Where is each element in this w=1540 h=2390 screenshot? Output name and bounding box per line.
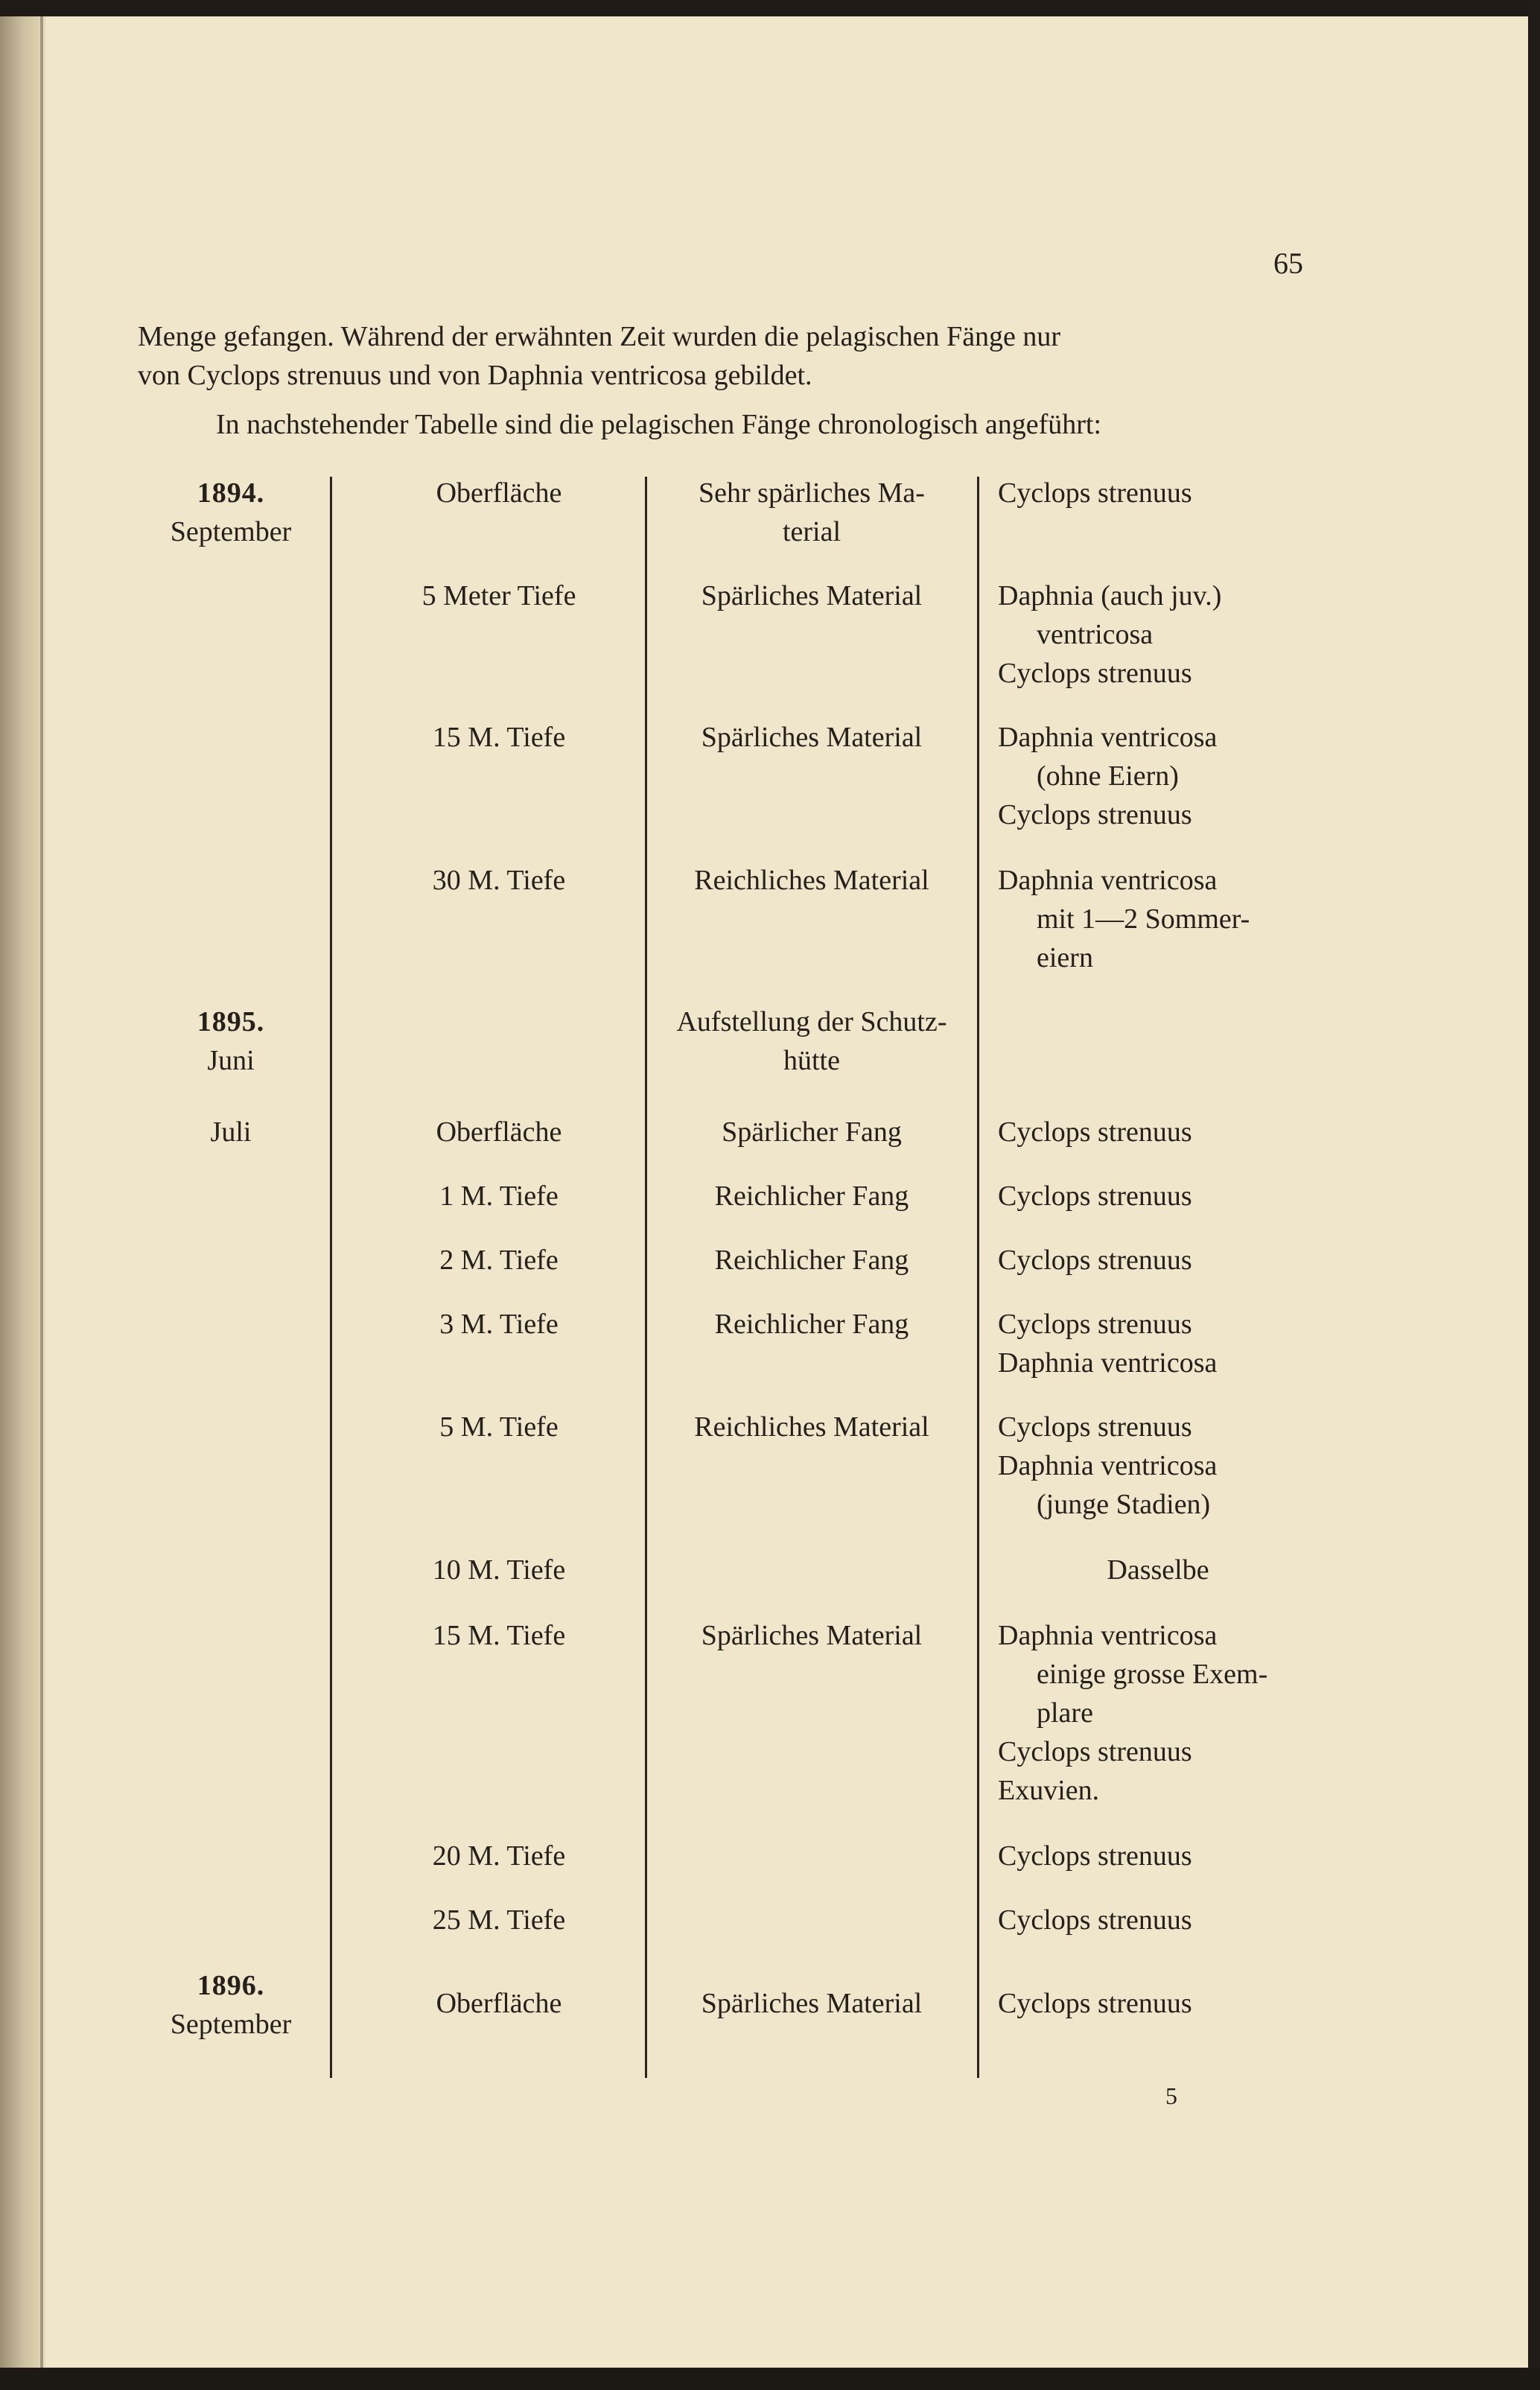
table-cell-material: Aufstellung der Schutz- hütte — [676, 1006, 947, 1076]
table-cell-depth: 2 M. Tiefe — [439, 1245, 559, 1276]
column-rule-1 — [330, 477, 332, 2078]
table-cell-species: Cyclops strenuus — [998, 1116, 1192, 1148]
scan-border-top — [0, 0, 1540, 16]
signature-mark: 5 — [1165, 2082, 1177, 2109]
table-cell-material: Reichlicher Fang — [714, 1245, 909, 1276]
table-cell-date: 1894. September — [170, 477, 292, 547]
intro-line-1: Menge gefangen. Während der erwähnten Zeit wurden die pelagischen Fänge nur — [138, 321, 1061, 352]
table-cell-material: Spärliches Material — [701, 580, 923, 611]
table-cell-material: Reichlicher Fang — [714, 1180, 909, 1212]
column-rule-3 — [977, 477, 979, 2078]
table-cell-material: Reichliches Material — [694, 1411, 929, 1443]
table-cell-depth: 5 M. Tiefe — [439, 1411, 559, 1443]
table-cell-material: Sehr spärliches Ma- terial — [699, 477, 925, 547]
table-cell-species: Cyclops strenuus — [998, 1904, 1192, 1936]
table-cell-depth: 10 M. Tiefe — [432, 1554, 566, 1586]
table-cell-species: Cyclops strenuus — [998, 1988, 1192, 2019]
table-cell-material: Spärliches Material — [701, 1988, 923, 2019]
table-cell-species: Cyclops strenuus — [998, 1840, 1192, 1872]
column-rule-2 — [645, 477, 647, 2078]
page-number: 65 — [1273, 247, 1303, 280]
table-cell-depth: 25 M. Tiefe — [432, 1904, 566, 1936]
table-cell-depth: 3 M. Tiefe — [439, 1309, 559, 1340]
table-cell-species: Daphnia ventricosa einige grosse Exem- plare Cyclops strenuus Exuvien. — [998, 1620, 1268, 1806]
table-cell-depth: 15 M. Tiefe — [432, 722, 566, 753]
table-cell-date: 1896. September — [170, 1970, 292, 2040]
intro-line-3: In nachstehender Tabelle sind die pelagischen Fänge chronologisch angeführt: — [216, 409, 1102, 440]
table-cell-species: Daphnia (auch juv.) ventricosa Cyclops strenuus — [998, 580, 1222, 689]
table-cell-species: Cyclops strenuus Daphnia ventricosa — [998, 1309, 1218, 1379]
table-cell-material: Spärliches Material — [701, 722, 923, 753]
table-cell-species: Dasselbe — [1107, 1554, 1209, 1586]
gutter-shadow — [40, 0, 43, 2390]
table-cell-species: Daphnia ventricosa (ohne Eiern) Cyclops strenuus — [998, 722, 1218, 830]
table-cell-depth: Oberfläche — [436, 1116, 562, 1148]
book-gutter — [0, 0, 46, 2390]
table-cell-material: Reichlicher Fang — [714, 1309, 909, 1340]
table-cell-date: Juli — [210, 1116, 252, 1148]
table-cell-species: Daphnia ventricosa mit 1—2 Sommer- eiern — [998, 865, 1250, 973]
table-cell-date: 1895. Juni — [197, 1006, 265, 1076]
table-cell-depth: 20 M. Tiefe — [432, 1840, 566, 1872]
table-cell-species: Cyclops strenuus — [998, 1180, 1192, 1212]
scan-border-bottom — [0, 2368, 1540, 2390]
table-cell-depth: Oberfläche — [436, 477, 562, 509]
table-cell-depth: 1 M. Tiefe — [439, 1180, 559, 1212]
table-cell-depth: 15 M. Tiefe — [432, 1620, 566, 1651]
table-cell-species: Cyclops strenuus — [998, 477, 1192, 509]
intro-line-2: von Cyclops strenuus und von Daphnia ventricosa gebildet. — [138, 360, 812, 391]
scan-border-right — [1528, 0, 1540, 2390]
table-cell-depth: 5 Meter Tiefe — [421, 580, 576, 611]
table-cell-depth: 30 M. Tiefe — [432, 865, 566, 896]
table-cell-material: Reichliches Material — [694, 865, 929, 896]
table-cell-material: Spärliches Material — [701, 1620, 923, 1651]
table-cell-depth: Oberfläche — [436, 1988, 562, 2019]
table-cell-species: Cyclops strenuus Daphnia ventricosa (junge Stadien) — [998, 1411, 1218, 1520]
table-cell-species: Cyclops strenuus — [998, 1245, 1192, 1276]
table-cell-material: Spärlicher Fang — [722, 1116, 902, 1148]
